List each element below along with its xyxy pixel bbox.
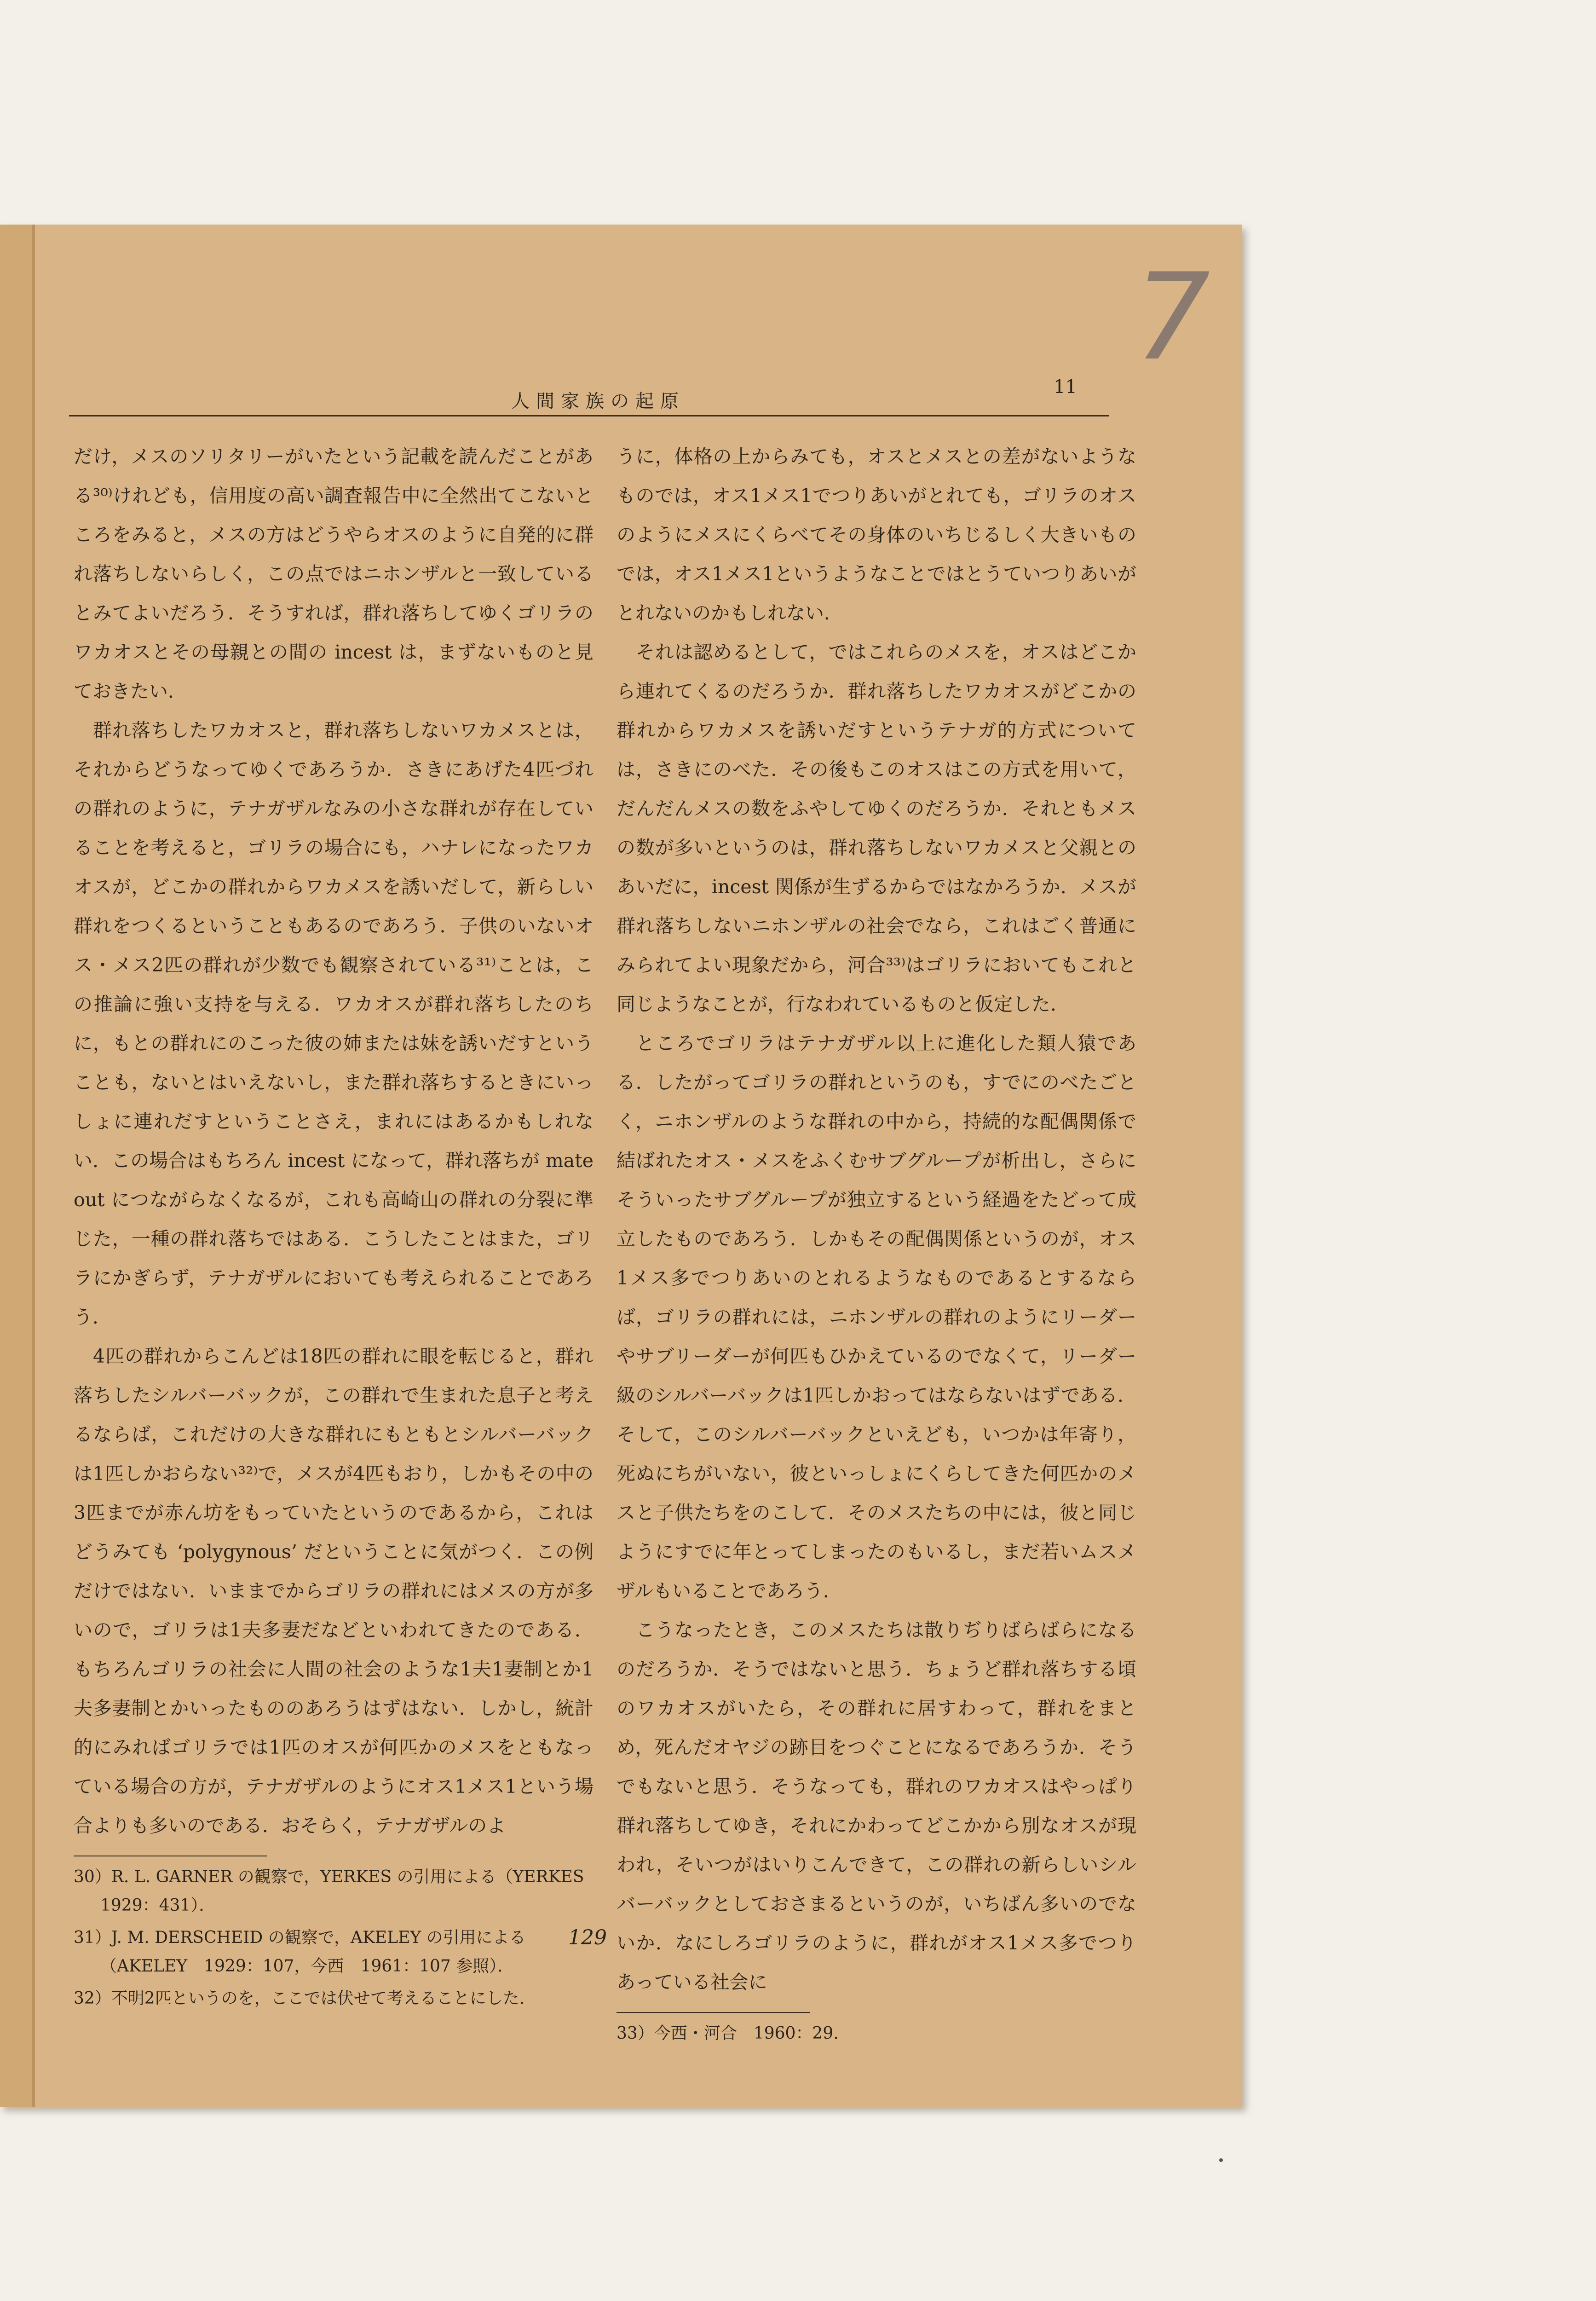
footnote-rule: [617, 2012, 810, 2013]
paragraph: こうなったとき，このメスたちは散りぢりばらばらになるのだろうか．そうではないと思う．ちょうど群れ落ちする頃のワカオスがいたら，その群れに居すわって，群れをまとめ，死んだオヤジの跡目をつぐことになるであろうか．そうでもないと思う．そうなっても，群れのワカオスはやっぱり群れ落ちしてゆき，それにかわってどこかから別なオスが現われ，そいつがはいりこんできて，この群れの新らしいシルバーバックとしておさまるというのが，いちばん多いのでないか．なにしろゴリラのように，群れがオス1メス多でつりあっている社会に: [617, 1619, 1136, 1993]
footnote-32: 32）不明2匹というのを，ここでは伏せて考えることにした．: [74, 1989, 536, 2008]
paragraph: だけ，メスのソリタリーがいたという記載を読んだことがある³⁰⁾けれども，信用度の高い調査報告中に全然出てこないところをみると，メスの方はどうやらオスのように自発的に群れ落ちしないらしく，この点ではニホンザルと一致しているとみてよいだろう．そうすれば，群れ落ちしてゆくゴリラのワカオスとその母親との間の incest は，まずないものと見ておきたい．: [74, 445, 593, 702]
paragraph: 4匹の群れからこんどは18匹の群れに眼を転じると，群れ落ちしたシルバーバックが，この群れで生まれた息子と考えるならば，これだけの大きな群れにもともとシルバーバックは1匹しかおらない³²⁾で，メスが4匹もおり，しかもその中の3匹までが赤ん坊をもっていたというのであるから，これはどうみても ‘polygynous’ だということに気がつく．この例だけではない．いままでからゴリラの群れにはメスの方が多いので，ゴリラは1夫多妻だなどといわれてきたのである．もちろんゴリラの社会に人間の社会のような1夫1妻制とか1夫多妻制とかいったもののあろうはずはない．しかし，統計的にみればゴリラでは1匹のオスが何匹かのメスをともなっている場合の方が，テナガザルのようにオス1メス1という場合よりも多いのである．おそらく，テナガザルのよ: [74, 1345, 593, 1837]
paragraph: 群れ落ちしたワカオスと，群れ落ちしないワカメスとは，それからどうなってゆくであろうか．さきにあげた4匹づれの群れのように，テナガザルなみの小さな群れが存在していることを考えると，ゴリラの場合にも，ハナレになったワカオスが，どこかの群れからワカメスを誘いだして，新らしい群れをつくるということもあるのであろう．子供のいないオス・メス2匹の群れが少数でも観察されている³¹⁾ことは，この推論に強い支持を与える．ワカオスが群れ落ちしたのちに，もとの群れにのこった彼の姉または妹を誘いだすということも，ないとはいえないし，また群れ落ちするときにいっしょに連れだすということさえ，まれにはあるかもしれない．この場合はもちろん incest になって，群れ落ちが mate out につながらなくなるが，これも高崎山の群れの分裂に準じた，一種の群れ落ちではある．こうしたことはまた，ゴリラにかぎらず，テナガザルにおいても考えられることであろう．: [74, 719, 593, 1328]
paragraph: うに，体格の上からみても，オスとメスとの差がないようなものでは，オス1メス1でつりあいがとれても，ゴリラのオスのようにメスにくらべてその身体のいちじるしく大きいものでは，オス1メス1というようなことではとうていつりあいがとれないのかもしれない．: [617, 445, 1136, 624]
right-column: [617, 437, 1136, 2052]
page-number-top: 11: [1054, 376, 1077, 398]
header-rule: [69, 415, 1109, 416]
handwritten-page-mark: 7: [1134, 248, 1210, 387]
footnote-30: 30）R. L. GARNER の観察で，YERKES の引用による（YERKES 1929：431）．: [74, 1867, 601, 1915]
dust-speck: [1219, 2158, 1223, 2162]
paragraph: ところでゴリラはテナガザル以上に進化した類人猿である．したがってゴリラの群れというのも，すでにのべたごとく，ニホンザルのような群れの中から，持続的な配偶関係で結ばれたオス・メスをふくむサブグループが析出し，さらにそういったサブグループが独立するという経過をたどって成立したものであろう．しかもその配偶関係というのが，オス1メス多でつりあいのとれるようなものであるとするならば，ゴリラの群れには，ニホンザルの群れのようにリーダーやサブリーダーが何匹もひかえているのでなくて，リーダー級のシルバーバックは1匹しかおってはならないはずである．そして，このシルバーバックといえども，いつかは年寄り，死ぬにちがいない，彼といっしょにくらしてきた何匹かのメスと子供たちをのこして．そのメスたちの中には，彼と同じようにすでに年とってしまったのもいるし，まだ若いムスメザルもいることであろう．: [617, 1032, 1136, 1602]
footnote-33: 33）今西・河合 1960：29.: [617, 2024, 839, 2043]
footnote-31: 31）J. M. DERSCHEID の観察で，AKELEY の引用による（AKELEY 1929：107，今西 1961：107 参照）．: [74, 1928, 526, 1976]
page-folio: 129: [568, 1926, 607, 1949]
paragraph: それは認めるとして，ではこれらのメスを，オスはどこから連れてくるのだろうか．群れ落ちしたワカオスがどこかの群れからワカメスを誘いだすというテナガ的方式については，さきにのべた．その後もこのオスはこの方式を用いて，だんだんメスの数をふやしてゆくのだろうか．それともメスの数が多いというのは，群れ落ちしないワカメスと父親とのあいだに，incest 関係が生ずるからではなかろうか．メスが群れ落ちしないニホンザルの社会でなら，これはごく普通にみられてよい現象だから，河合³³⁾はゴリラにおいてもこれと同じようなことが，行なわれているものと仮定した．: [617, 641, 1136, 1015]
running-title: 人間家族の起原: [511, 391, 685, 412]
adjacent-page-edge: [0, 225, 35, 2107]
left-column: [74, 437, 601, 2017]
